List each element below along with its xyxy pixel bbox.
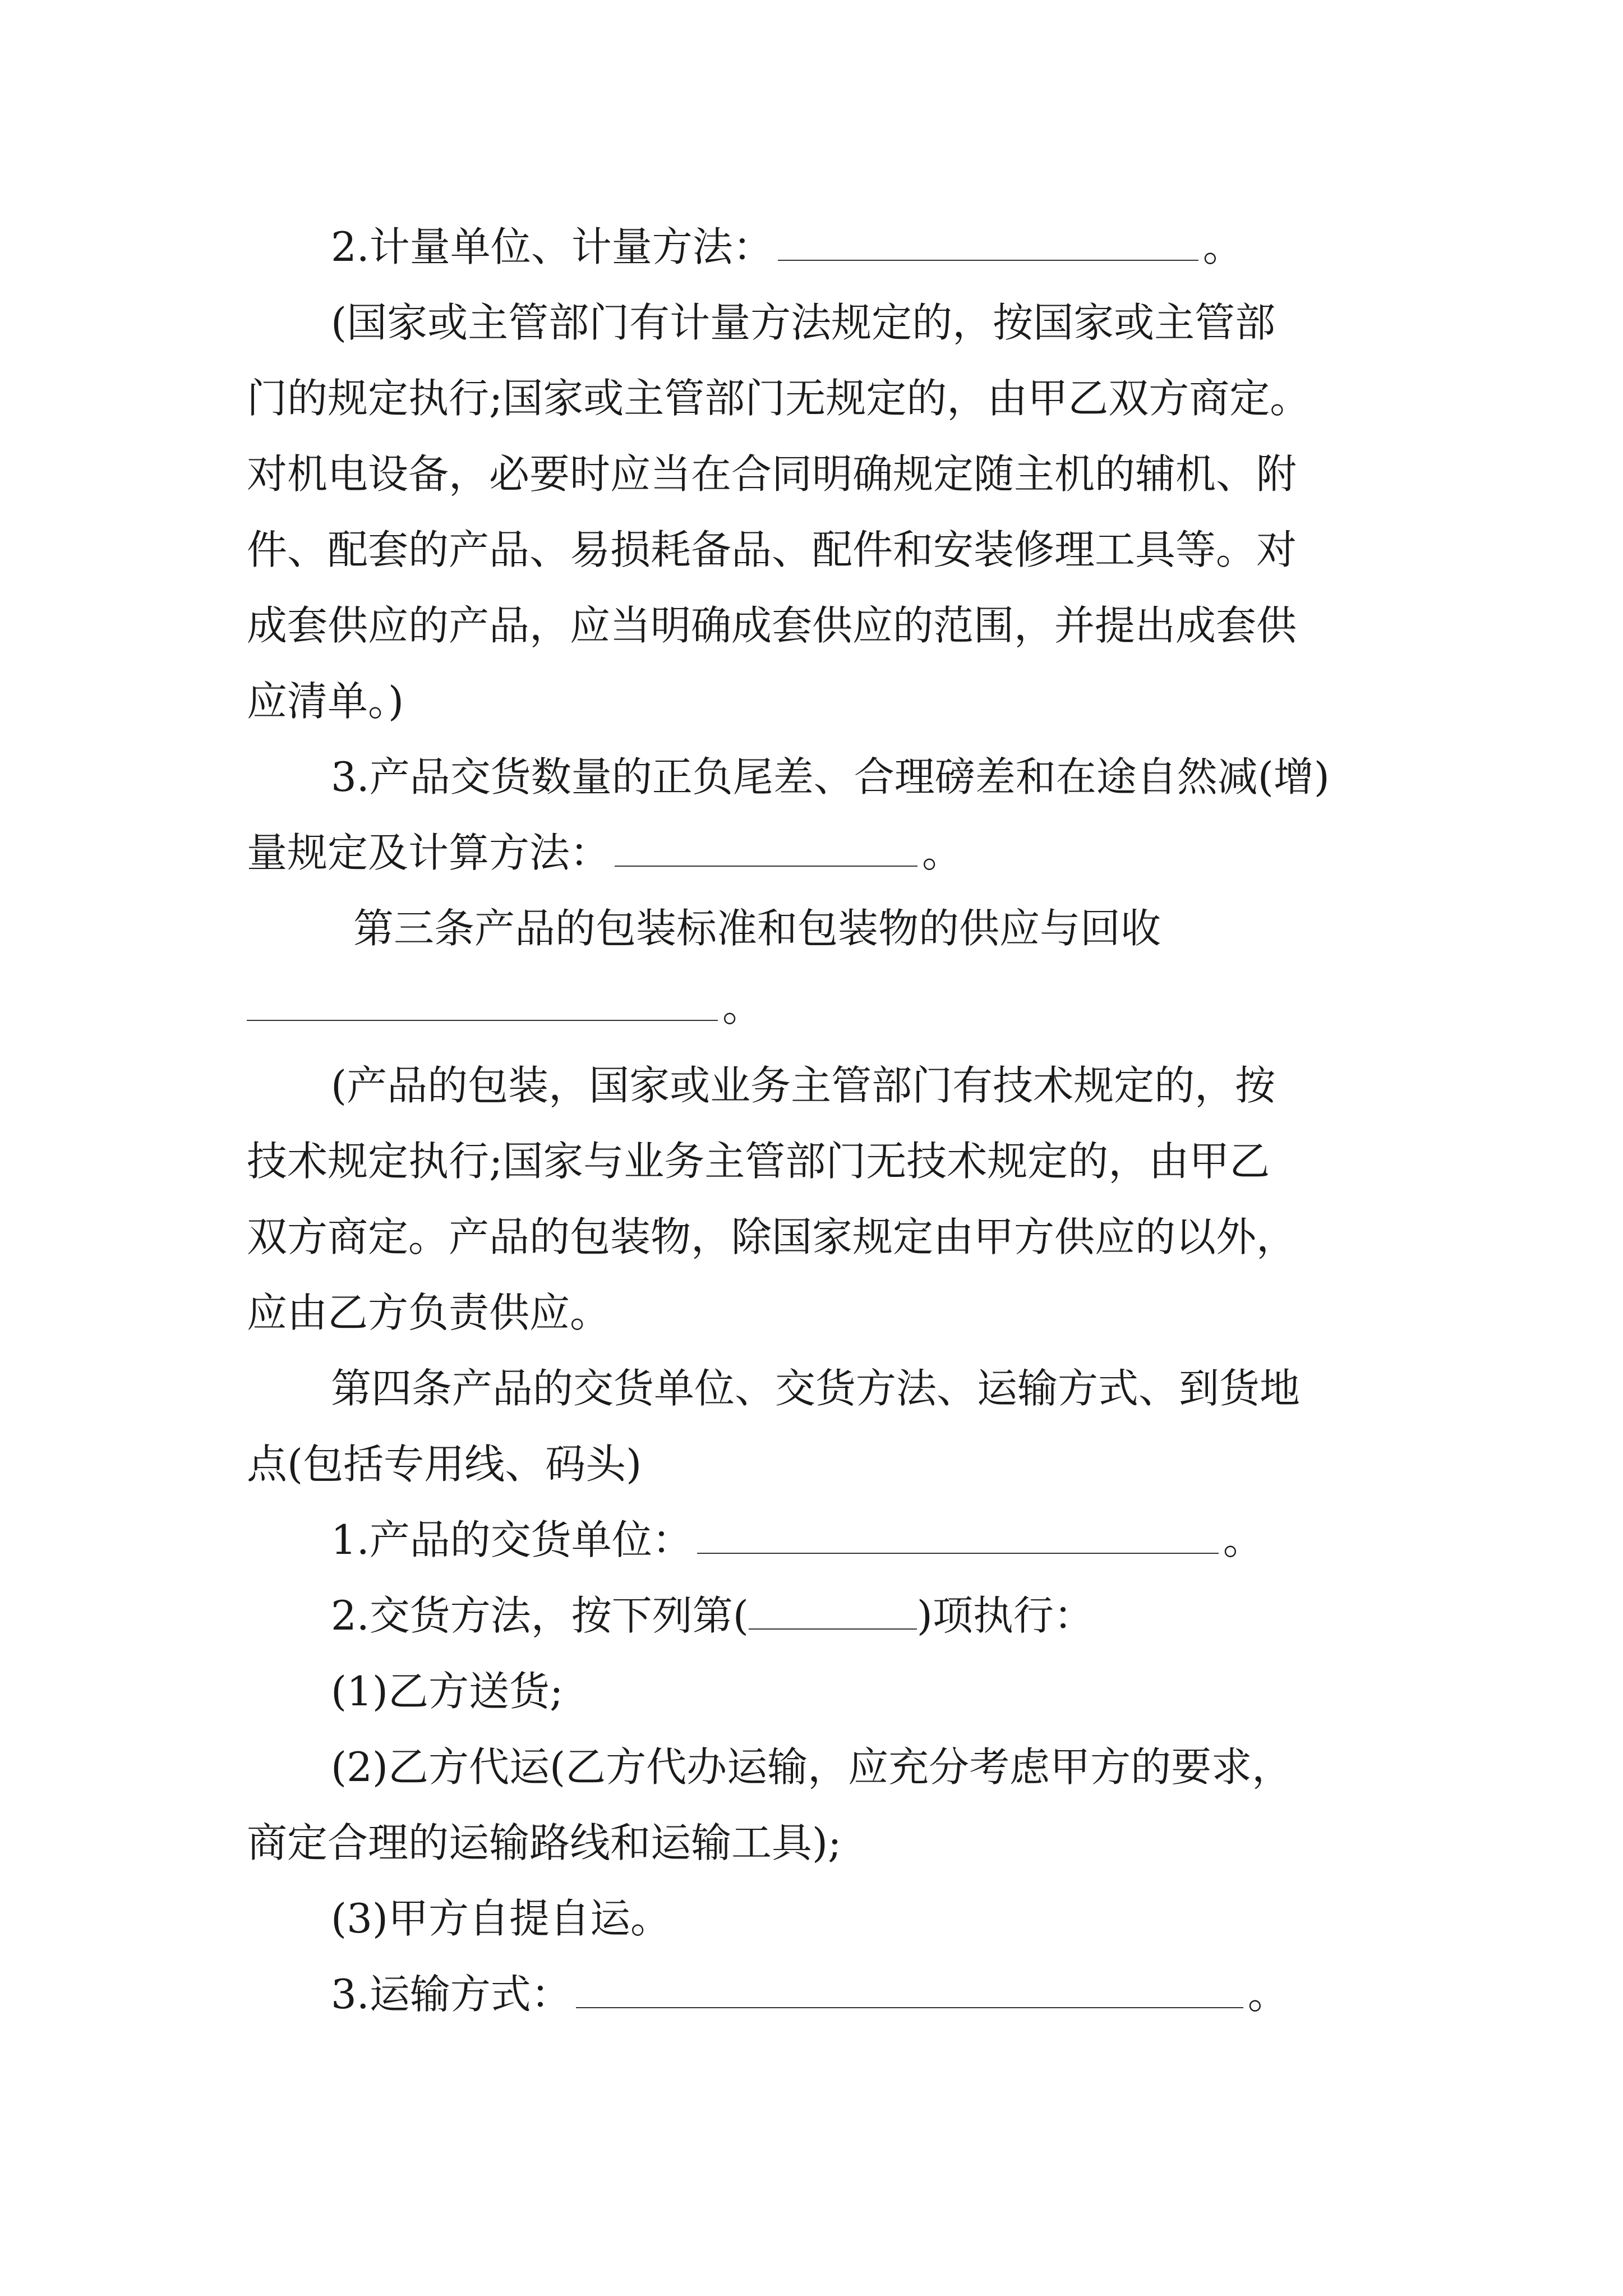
line-text: (3)甲方自提自运。 xyxy=(331,1895,671,1942)
line-text: 件、配套的产品、易损耗备品、配件和安装修理工具等。对 xyxy=(247,526,1297,573)
quantity-rule-line xyxy=(247,822,1623,884)
line-text: 3.运输方式： xyxy=(331,1971,571,2018)
article-four-heading xyxy=(331,1358,1623,1419)
paragraph-line xyxy=(247,670,1623,732)
paragraph-line xyxy=(247,367,1623,429)
line-text: 。 xyxy=(1247,1971,1288,2018)
paragraph-line xyxy=(247,1130,1623,1192)
line-text: 2.交货方法，按下列第( xyxy=(331,1592,749,1639)
line-text: 。 xyxy=(722,983,763,1030)
paragraph-line xyxy=(331,292,1623,353)
line-text: 。 xyxy=(922,829,963,876)
delivery-method-line xyxy=(331,1585,1623,1646)
line-text: 3.产品交货数量的正负尾差、合理磅差和在途自然减(增) xyxy=(331,753,1330,800)
line-text: 第四条产品的交货单位、交货方法、运输方式、到货地 xyxy=(331,1365,1301,1412)
fill-in-blank[interactable] xyxy=(576,1972,1243,2008)
line-text: (产品的包装，国家或业务主管部门有技术规定的，按 xyxy=(331,1062,1276,1109)
line-text: 第三条产品的包装标准和包装物的供应与回收 xyxy=(353,905,1161,952)
line-text: 门的规定执行;国家或主管部门无规定的，由甲乙双方商定。 xyxy=(247,375,1311,422)
paragraph-line xyxy=(331,1888,1623,1949)
delivery-unit-line xyxy=(331,1509,1623,1571)
line-text: (国家或主管部门有计量方法规定的，按国家或主管部 xyxy=(331,299,1276,346)
line-text: (1)乙方送货; xyxy=(331,1668,564,1715)
fill-in-blank[interactable] xyxy=(778,225,1198,261)
line-text: 双方商定。产品的包装物，除国家规定由甲方供应的以外， xyxy=(247,1213,1297,1260)
paragraph-line xyxy=(331,1660,1623,1722)
paragraph-line xyxy=(247,595,1623,656)
packaging-blank-line xyxy=(247,976,1623,1038)
paragraph-line xyxy=(331,746,1623,808)
line-text: 。 xyxy=(1223,1516,1264,1563)
line-text: )项执行： xyxy=(916,1592,1094,1639)
line-text: 技术规定执行;国家与业务主管部门无技术规定的，由甲乙 xyxy=(247,1138,1270,1185)
paragraph-line xyxy=(331,1055,1623,1116)
line-text: 量规定及计算方法： xyxy=(247,829,611,876)
paragraph-line xyxy=(247,1812,1623,1874)
fill-in-blank[interactable] xyxy=(749,1594,917,1630)
line-text: 。 xyxy=(1202,223,1243,270)
line-text: 对机电设备，必要时应当在合同明确规定随主机的辅机、附 xyxy=(247,450,1297,498)
line-text: (2)乙方代运(乙方代办运输，应充分考虑甲方的要求， xyxy=(331,1743,1293,1791)
paragraph-line xyxy=(247,519,1623,581)
fill-in-blank[interactable] xyxy=(697,1518,1219,1554)
article-three-heading xyxy=(353,898,1380,959)
paragraph-line xyxy=(247,1282,1623,1343)
fill-in-blank[interactable] xyxy=(247,985,718,1021)
line-text: 应由乙方负责供应。 xyxy=(247,1289,611,1336)
paragraph-line xyxy=(247,443,1623,505)
line-text: 成套供应的产品，应当明确成套供应的范围，并提出成套供 xyxy=(247,602,1297,649)
line-text: 商定合理的运输路线和运输工具); xyxy=(247,1819,842,1866)
fill-in-blank[interactable] xyxy=(615,831,917,867)
paragraph-line xyxy=(247,1206,1623,1268)
paragraph-line xyxy=(331,1736,1623,1798)
transport-method-line xyxy=(331,1963,1623,2025)
line-text: 点(包括专用线、码头) xyxy=(247,1441,642,1488)
paragraph-line xyxy=(247,1433,1623,1495)
line-text: 1.产品的交货单位： xyxy=(331,1516,693,1563)
line-text: 应清单。) xyxy=(247,678,404,725)
line-text: 2.计量单位、计量方法： xyxy=(331,223,773,270)
measurement-unit-line xyxy=(331,216,1284,278)
